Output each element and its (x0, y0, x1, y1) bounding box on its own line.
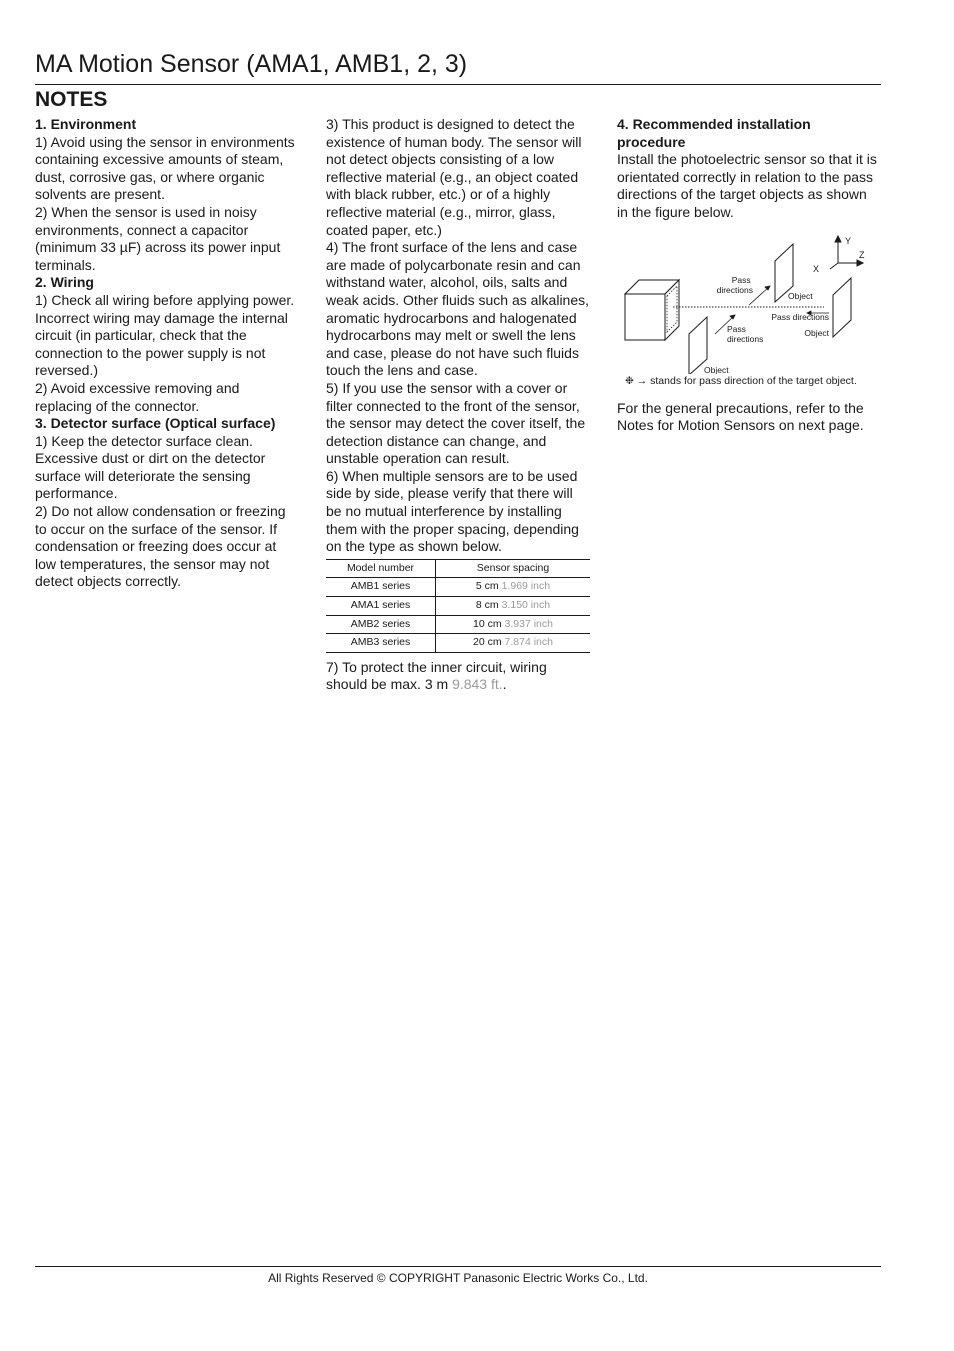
model-cell: AMB3 series (326, 634, 436, 653)
sensor-cube (625, 280, 679, 340)
pass-label-top-line-2: directions (716, 284, 753, 295)
wiring-note-2: 2) Avoid excessive removing and replacing of the connector. (35, 379, 240, 414)
spacing-cell (436, 578, 591, 597)
installation-heading: 4. Recommended installation procedure (617, 116, 811, 150)
page-title: MA Motion Sensor (AMA1, AMB1, 2, 3) (35, 50, 468, 78)
axis-y-label: Y (845, 235, 852, 246)
detector-heading: 3. Detector surface (Optical surface) (35, 415, 276, 432)
spacing-cell (436, 634, 591, 653)
detector-note-1: 1) Keep the detector surface clean. Excessive dust or dirt on the detector surface will deteriorate the sensing performance. (35, 432, 266, 502)
detector-note-6: 6) When multiple sensors are to be used side by side, please verify that there will be no mutual interference by installing them with the proper spacing, depending on the type as shown below. (326, 467, 579, 555)
figure-caption-text: stands for pass direction of the target object. (650, 374, 857, 387)
axis-z-label: Z (859, 249, 865, 260)
column-left (35, 116, 300, 591)
pass-label-top-line-1: Pass (731, 274, 751, 285)
wiring-length-text: 7) To protect the inner circuit, wiring should be max. 3 m (326, 658, 547, 693)
environment-note-1: 1) Avoid using the sensor in environments containing excessive amounts of steam, dust, corrosive gas, or where organic solvents are present. (35, 133, 295, 203)
column-header-spacing: Sensor spacing (436, 559, 591, 578)
column-header-model: Model number (326, 559, 436, 578)
spacing-cell (436, 615, 591, 634)
detector-note-3: 3) This product is designed to detect the existence of human body. The sensor will not detect objects consisting of a low reflective material (e.g., an object coated with black rubber, etc.) or of a highly reflective material (e.g., mirror, glass, coated paper, etc.) (326, 116, 582, 238)
model-cell: AMA1 series (326, 597, 436, 616)
object-label-bottom: Object (704, 364, 729, 374)
table-row (326, 634, 590, 653)
pass-label-top (717, 275, 753, 295)
wiring-length-imperial: 9.843 ft. (452, 676, 503, 693)
spacing-imperial: 1.969 inch (501, 580, 551, 593)
footer-divider (35, 1266, 881, 1267)
installation-text: Install the photoelectric sensor so that it is orientated correctly in relation to the pass directions of the target objects as shown in the figure below. (617, 151, 877, 220)
notes-heading: NOTES (35, 88, 108, 111)
pass-label-right: Pass directions (771, 311, 829, 322)
pass-label-bottom (727, 324, 763, 344)
spacing-imperial: 3.150 inch (501, 599, 551, 612)
detector-note-2: 2) Do not allow condensation or freezing to occur on the surface of the sensor. If condensation or freezing does occur at low temperatures, the sensor may not detect objects correctly. (35, 503, 286, 590)
detector-note-4: 4) The front surface of the lens and case are made of polycarbonate resin and can withstand water, alcohol, oils, salts and weak acids. Other fluids such as alkalines, aromatic hydrocarbons and halogenated hydrocarbons may melt or swell the lens and case, please do not have such fluids touch the lens and case. (326, 239, 590, 379)
spacing-cell (436, 597, 591, 616)
environment-note-2: 2) When the sensor is used in noisy environments, connect a capacitor (minimum 33 µF) across its power input terminals. (35, 203, 281, 273)
environment-heading: 1. Environment (35, 116, 137, 132)
pass-label-bottom-line-1: Pass (727, 323, 746, 334)
wiring-length-end: . (502, 676, 507, 693)
axis-x-label: X (813, 263, 820, 274)
spacing-imperial: 3.937 inch (504, 617, 553, 630)
table-header-row (326, 559, 590, 578)
spacing-metric: 8 cm (475, 599, 499, 612)
column-middle (326, 116, 590, 694)
installation-diagram (617, 234, 881, 374)
sensor-spacing-table (326, 559, 590, 653)
pass-direction-icon: ❉ → (625, 374, 648, 387)
table-row (326, 615, 590, 634)
spacing-imperial: 7.874 inch (504, 636, 553, 649)
table-row (326, 578, 590, 597)
footer-copyright: All Rights Reserved © COPYRIGHT Panasonic Electric Works Co., Ltd. (268, 1271, 648, 1285)
spacing-metric: 5 cm (475, 580, 499, 593)
general-precautions-note: For the general precautions, refer to the Notes for Motion Sensors on next page. (617, 399, 864, 434)
figure-caption (625, 374, 881, 388)
spacing-metric: 20 cm (473, 636, 502, 649)
wiring-heading: 2. Wiring (35, 274, 94, 291)
object-label-top: Object (788, 290, 813, 301)
spacing-metric: 10 cm (473, 617, 502, 630)
wiring-note-1: 1) Check all wiring before applying power. Incorrect wiring may damage the internal circuit (in particular, check that the connection to the power supply is not reversed.) (35, 291, 295, 379)
column-right (617, 116, 881, 435)
object-plane-right (833, 278, 851, 337)
wiring-length-note (326, 659, 590, 694)
table-row (326, 597, 590, 616)
model-cell: AMB2 series (326, 615, 436, 634)
detector-note-5: 5) If you use the sensor with a cover or filter connected to the front of the sensor, the sensor may detect the cover itself, the detection distance can change, and unstable operation can result. (326, 379, 586, 467)
object-label-right: Object (804, 327, 829, 338)
pass-label-bottom-line-2: directions (727, 333, 764, 344)
title-divider (35, 84, 881, 85)
model-cell: AMB1 series (326, 578, 436, 597)
